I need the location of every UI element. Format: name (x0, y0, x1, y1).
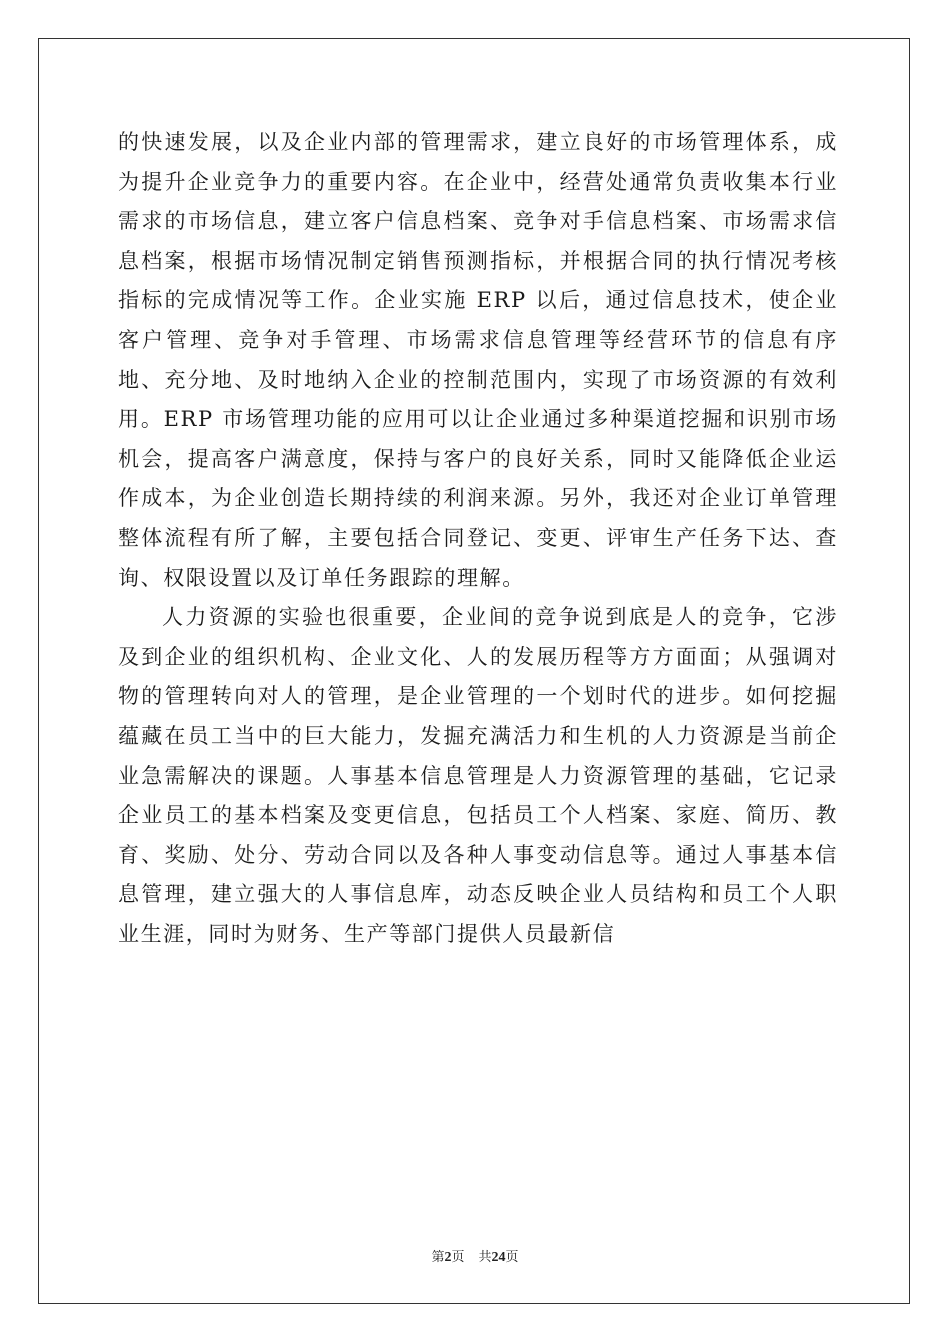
paragraph-2: 人力资源的实验也很重要，企业间的竞争说到底是人的竞争，它涉及到企业的组织机构、企业文化、人的发展历程等方方面面；从强调对物的管理转向对人的管理，是企业管理的一个划时代的进步。如何挖掘蕴藏在员工当中的巨大能力，发掘充满活力和生机的人力资源是当前企业急需解决的课题。人事基本信息管理是人力资源管理的基础，它记录企业员工的基本档案及变更信息，包括员工个人档案、家庭、简历、教育、奖励、处分、劳动合同以及各种人事变动信息等。通过人事基本信息管理，建立强大的人事信息库，动态反映企业人员结构和员工个人职业生涯，同时为财务、生产等部门提供人员最新信 (118, 605, 838, 946)
document-body (118, 123, 838, 954)
total-suffix: 页 (505, 1250, 519, 1265)
paragraph-1: 的快速发展，以及企业内部的管理需求，建立良好的市场管理体系，成为提升企业竞争力的重要内容。在企业中，经营处通常负责收集本行业需求的市场信息，建立客户信息档案、竞争对手信息档案、市场需求信息档案，根据市场情况制定销售预测指标，并根据合同的执行情况考核指标的完成情况等工作。企业实施 ERP 以后，通过信息技术，使企业客户管理、竞争对手管理、市场需求信息管理等经营环节的信息有序地、充分地、及时地纳入企业的控制范围内，实现了市场资源的有效利用。ERP 市场管理功能的应用可以让企业通过多种渠道挖掘和识别市场机会，提高客户满意度，保持与客户的良好关系，同时又能降低企业运作成本，为企业创造长期持续的利润来源。另外，我还对企业订单管理整体流程有所了解，主要包括合同登记、变更、评审生产任务下达、查询、权限设置以及订单任务跟踪的理解。 (118, 130, 838, 590)
page-prefix: 第 (431, 1250, 445, 1265)
page-number: 2 (444, 1250, 452, 1265)
total-prefix: 共 (478, 1250, 492, 1265)
page-footer (0, 1246, 950, 1266)
page-suffix: 页 (451, 1250, 465, 1265)
total-pages: 24 (491, 1250, 506, 1265)
